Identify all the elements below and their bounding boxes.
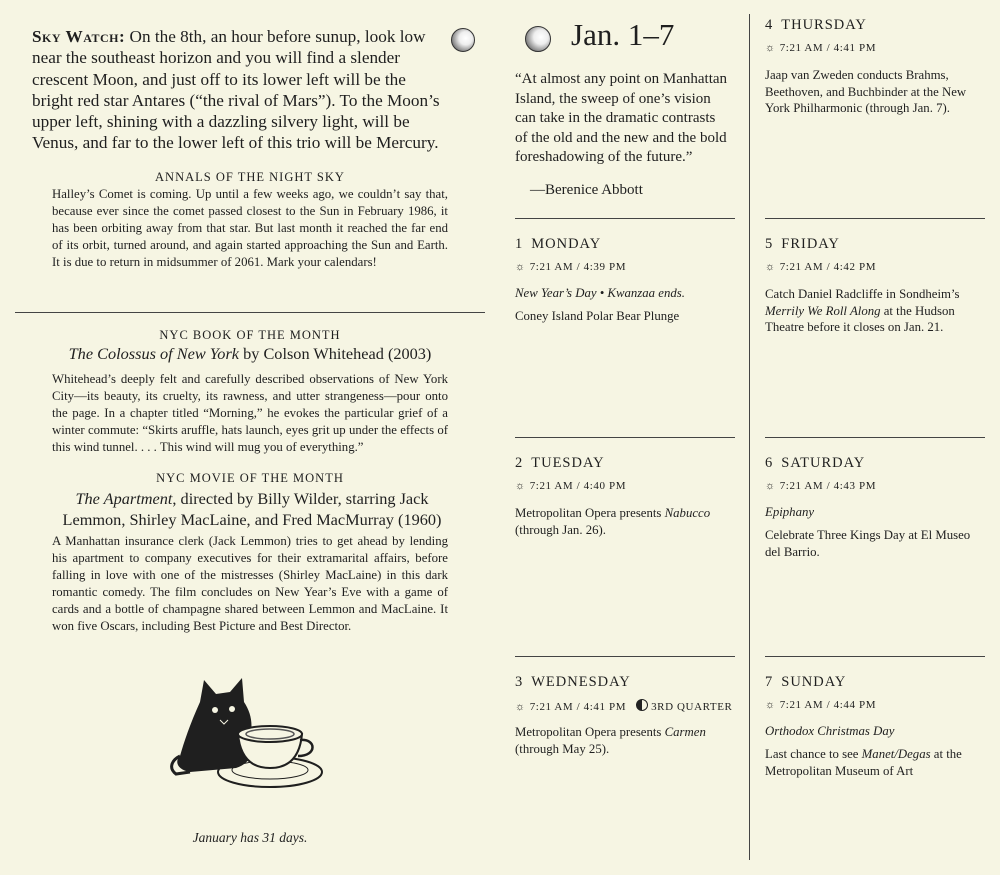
sun-times: 7:21 AM / 4:41 PM (529, 701, 627, 713)
day-cell-wednesday (515, 674, 737, 757)
day-divider (765, 656, 985, 657)
week-quote: “At almost any point on Manhattan Island, the sweep of one’s vision can take in the dramatic contrasts of the old and the new and the bold foreshadowing of the future.” (515, 71, 728, 165)
movie-byline: , directed by Billy Wilder, starring Jack Lemmon, Shirley MacLaine, and Fred MacMurray (1960) (62, 489, 442, 529)
event-part: Coney Island Polar Bear Plunge (515, 309, 680, 323)
day-number: 3 (515, 674, 524, 690)
holiday: Epiphany (765, 505, 815, 519)
sunrise-sunset (765, 42, 987, 58)
day-name: WEDNESDAY (531, 674, 631, 690)
movie-title (52, 488, 452, 530)
event-text (515, 505, 737, 538)
event-text (765, 67, 987, 117)
day-name: FRIDAY (781, 236, 840, 252)
event-text (765, 286, 987, 336)
sun-times: 7:21 AM / 4:44 PM (779, 699, 877, 711)
event-part: (through May 25). (515, 741, 610, 756)
event-part: at the Hudson Theatre before it closes on Jan. 21. (765, 303, 955, 334)
sky-watch-paragraph (32, 26, 442, 154)
sunrise-sunset (765, 480, 987, 496)
day-heading (515, 236, 737, 256)
book-title-italic: The Colossus of New York (68, 344, 240, 363)
day-number: 1 (515, 236, 524, 252)
movie-title-italic: The Apartment (75, 489, 173, 508)
column-divider (749, 14, 750, 860)
day-cell-saturday (765, 455, 987, 560)
sun-times: 7:21 AM / 4:40 PM (529, 480, 627, 492)
event-part: Celebrate Three Kings Day at El Museo del Barrio. (765, 528, 971, 559)
day-number: 4 (765, 17, 774, 33)
event-italic: Carmen (664, 725, 706, 739)
sun-icon: ☼ (765, 699, 776, 711)
annals-text: Halley’s Comet is coming. Up until a few weeks ago, we couldn’t say that, because ever since the comet passed closest to the Sun in February 1986, it has been orbiting away from that star. But last month it reached the far end of its orbit, turned around, and again started approaching the Sun and Earth. It is due to return in midsummer of 2061. Mark your calendars! (52, 187, 448, 269)
day-number: 2 (515, 455, 524, 471)
sky-watch-text: On the 8th, an hour before sunup, look low near the southeast horizon and you will find a slender crescent Moon, and just off to its lower left will be the bright red star Antares (“the rival of Mars”). To the Moon’s upper left, shining with a dazzling silvery light, will be Venus, and far to the lower left of this trio will be Mercury. (32, 27, 440, 153)
event-text (515, 308, 737, 325)
last-quarter-moon-icon (636, 699, 648, 711)
book-text: Whitehead’s deeply felt and carefully described observations of New York City—its beauty, its cruelty, its rawness, and utter strangeness—pour onto the page. In a chapter titled “Morning,” he evokes the particular grief of a winter commute: “Skirts aruffle, hats launch, eyes grit up under the effects of this wind tunnel. . . . This wind will mug you of everything.” (52, 372, 448, 454)
book-byline: by Colson Whitehead (2003) (239, 344, 432, 363)
day-divider (765, 218, 985, 219)
moon-phase: 3RD QUARTER (651, 701, 733, 713)
day-divider (765, 437, 985, 438)
event-part: Metropolitan Opera presents (515, 725, 665, 739)
day-heading (515, 455, 737, 475)
event-part: Catch Daniel Radcliffe in Sondheim’s (765, 287, 960, 301)
day-heading (515, 674, 737, 694)
week-title: Jan. 1–7 (571, 17, 675, 52)
day-name: SATURDAY (781, 455, 866, 471)
sunrise-sunset (765, 261, 987, 277)
day-number: 6 (765, 455, 774, 471)
moon-icon (451, 28, 475, 52)
sunrise-sunset (515, 480, 737, 496)
event-text (765, 746, 987, 779)
sun-times: 7:21 AM / 4:42 PM (779, 261, 877, 273)
sun-icon: ☼ (765, 480, 776, 492)
day-heading (765, 17, 987, 37)
sun-icon: ☼ (515, 480, 526, 492)
quote-attribution: —Berenice Abbott (530, 182, 643, 198)
event-part: at the Metropolitan Museum of Art (765, 747, 962, 778)
event-part: (through Jan. 26). (515, 522, 606, 537)
book-title (52, 344, 448, 364)
day-name: THURSDAY (781, 17, 867, 33)
event-italic: Nabucco (664, 506, 711, 520)
cat-illustration (170, 672, 330, 797)
day-heading (765, 455, 987, 475)
day-number: 7 (765, 674, 774, 690)
sunrise-sunset (515, 261, 737, 277)
event-text (765, 527, 987, 560)
sunrise-sunset (515, 699, 737, 715)
day-name: TUESDAY (531, 455, 605, 471)
day-heading (765, 236, 987, 256)
movie-text: A Manhattan insurance clerk (Jack Lemmon) tries to get ahead by lending his apartment to company executives for their extramarital affairs, before falling in love with one of the mistresses (Shirley MacLaine) in this dark romantic comedy. The film concludes on New Year’s Eve with a game of cards and a bottle of champagne shared between Lemmon and MacLaine. It won five Oscars, including Best Picture and Best Director. (52, 534, 448, 633)
divider (15, 312, 485, 313)
holiday: New Year’s Day • Kwanzaa ends. (515, 286, 685, 300)
day-name: SUNDAY (781, 674, 847, 690)
sun-times: 7:21 AM / 4:41 PM (779, 42, 877, 54)
sunrise-sunset (765, 699, 987, 715)
movie-heading: NYC MOVIE OF THE MONTH (156, 471, 344, 485)
day-cell-friday (765, 236, 987, 336)
sun-icon: ☼ (515, 701, 526, 713)
day-cell-thursday (765, 17, 987, 117)
sun-times: 7:21 AM / 4:39 PM (529, 261, 627, 273)
moon-icon (525, 26, 551, 52)
event-italic: Merrily We Roll Along (765, 303, 881, 318)
event-part: Metropolitan Opera presents (515, 506, 665, 520)
event-italic: Manet/Degas (861, 747, 931, 761)
annals-heading: ANNALS OF THE NIGHT SKY (155, 170, 345, 184)
month-length-note: January has 31 days. (192, 830, 308, 845)
day-divider (515, 218, 735, 219)
day-cell-monday (515, 236, 737, 325)
day-heading (765, 674, 987, 694)
event-part: Last chance to see (765, 747, 862, 761)
event-part: Jaap van Zweden conducts Brahms, Beethoven, and Buchbinder at the New York Philharmonic (through Jan. 7). (765, 68, 967, 115)
holiday: Orthodox Christmas Day (765, 724, 895, 738)
book-heading: NYC BOOK OF THE MONTH (159, 328, 341, 342)
sun-times: 7:21 AM / 4:43 PM (779, 480, 877, 492)
sun-icon: ☼ (515, 261, 526, 273)
sun-icon: ☼ (765, 42, 776, 54)
sun-icon: ☼ (765, 261, 776, 273)
day-name: MONDAY (531, 236, 602, 252)
day-cell-sunday (765, 674, 987, 779)
day-divider (515, 437, 735, 438)
sky-watch-label: Sky Watch: (32, 27, 126, 46)
day-cell-tuesday (515, 455, 737, 538)
event-text (515, 724, 737, 757)
day-divider (515, 656, 735, 657)
day-number: 5 (765, 236, 774, 252)
